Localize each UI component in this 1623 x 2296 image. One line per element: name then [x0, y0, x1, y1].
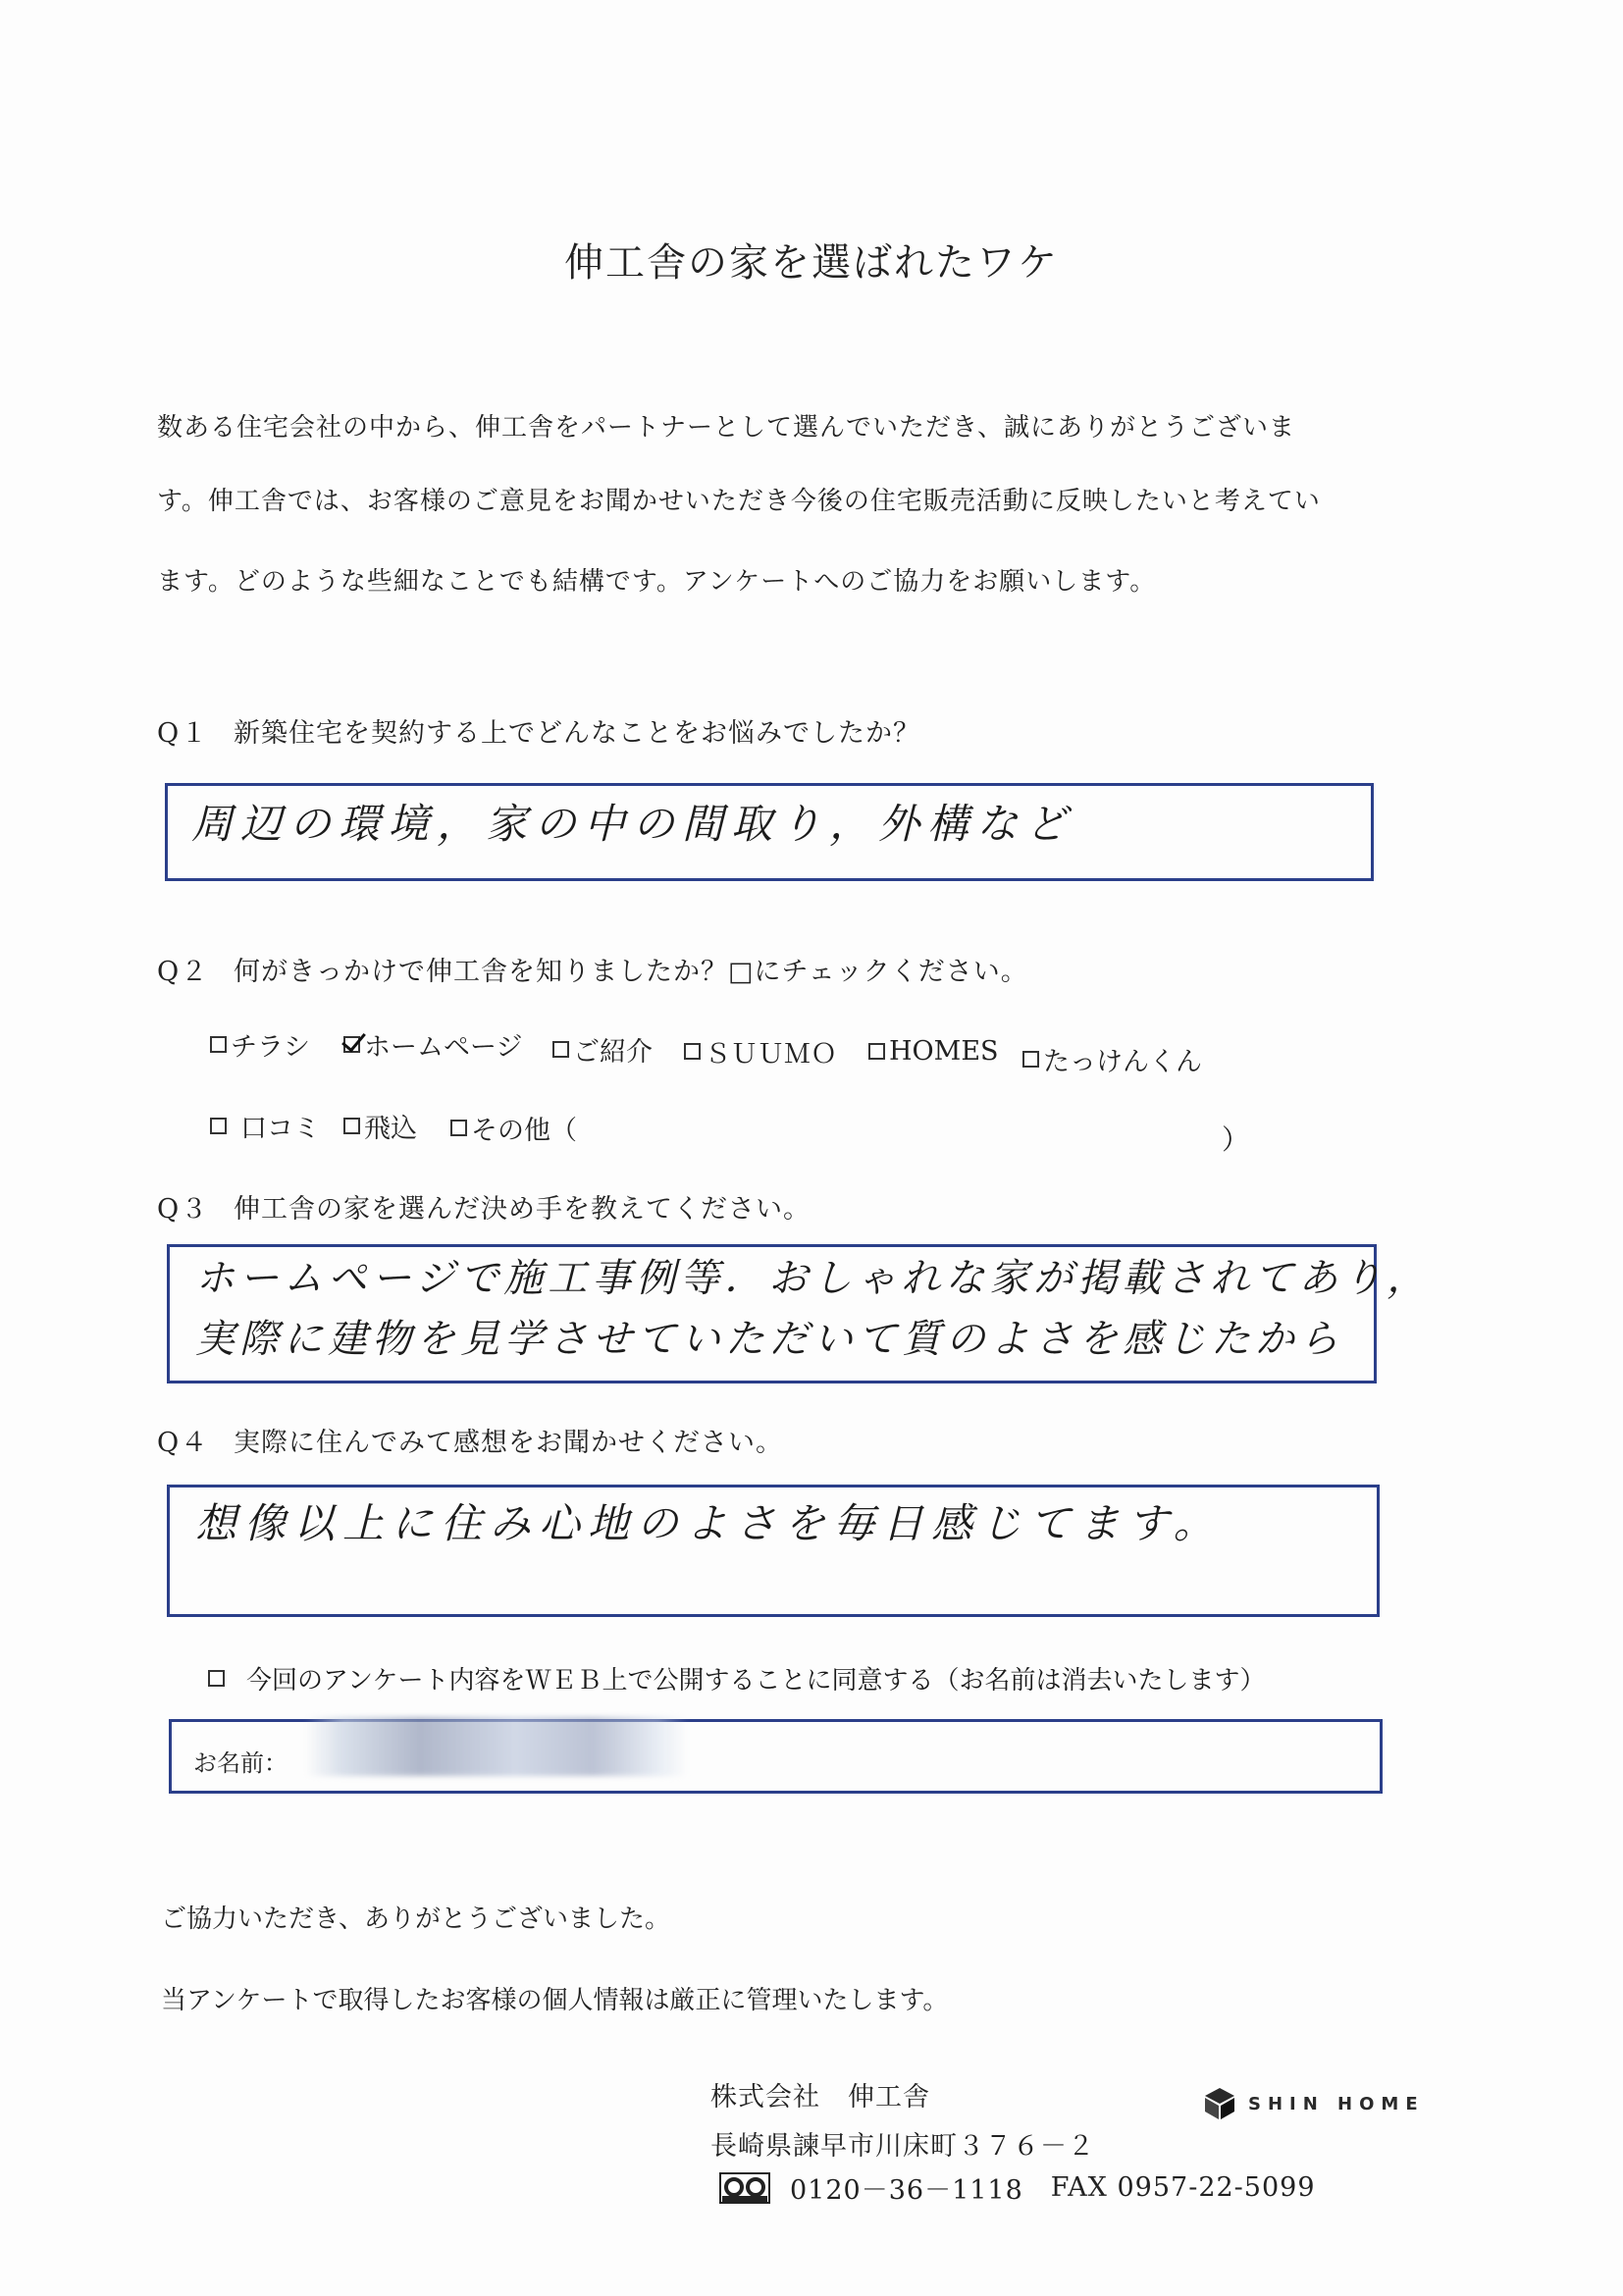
q4-number: Q４	[157, 1428, 210, 1458]
option-flyer[interactable]	[210, 1025, 310, 1064]
option-other[interactable]	[450, 1109, 577, 1147]
intro-line-1: 数ある住宅会社の中から、伸工舎をパートナーとして選んでいただき、誠にありがとうございま	[157, 413, 1295, 443]
intro-line-3: ます。どのような些細なことでも結構です。アンケートへのご協力をお願いします。	[157, 567, 1157, 597]
q1-question: 新築住宅を契約する上でどんなことをお悩みでしたか？	[234, 718, 920, 749]
tel-number: 0120－36－1118	[790, 2175, 1023, 2206]
q3-answer-box[interactable]	[167, 1244, 1432, 1383]
q1-answer-box[interactable]	[165, 783, 1374, 881]
consent-checkbox[interactable]	[208, 1670, 225, 1687]
option-suumo-label: ＳＵＵＭＯ	[705, 1039, 837, 1070]
consent-label: 今回のアンケート内容をＷＥＢ上で公開することに同意する（お名前は消去いたします）	[246, 1666, 1266, 1696]
consent-row[interactable]	[208, 1660, 1265, 1696]
checkbox-referral[interactable]	[552, 1041, 569, 1058]
intro-line-2: す。伸工舎では、お客様のご意見をお聞かせいただき今後の住宅販売活動に反映したいと考えてい	[157, 487, 1321, 516]
q4-answer: 想像以上に住み心地のよさを毎日感じてます。	[195, 1499, 1223, 1547]
q4-answer-box[interactable]	[167, 1485, 1380, 1617]
q1-number: Q１	[157, 718, 210, 749]
checkbox-homes[interactable]	[868, 1043, 885, 1060]
company-address: 長崎県諫早市川床町３７６－２	[710, 2131, 1095, 2162]
option-homes-label: HOMES	[889, 1036, 999, 1067]
option-walk-in-label: 飛込	[364, 1114, 417, 1144]
q1-answer: 周辺の環境，家の中の間取り，外構など	[191, 800, 1075, 848]
checkbox-flyer[interactable]	[210, 1036, 227, 1053]
checkbox-other[interactable]	[450, 1120, 467, 1136]
name-label: お名前：	[193, 1749, 288, 1777]
q3-question: 伸工舎の家を選んだ決め手を教えてください。	[234, 1194, 811, 1225]
q3-answer-line-2: 実際に建物を見学させていただいて質のよさを感じたから	[195, 1317, 1343, 1362]
option-referral-label: ご紹介	[573, 1037, 653, 1068]
fax-number: FAX 0957-22-5099	[1050, 2172, 1316, 2203]
contact-row	[719, 2168, 1316, 2207]
option-word-of-mouth[interactable]	[210, 1107, 320, 1145]
q4-question: 実際に住んでみて感想をお聞かせください。	[234, 1428, 783, 1458]
option-word-of-mouth-label: 口コミ	[240, 1114, 320, 1144]
q3-answer-line-1: ホームページで施工事例等．おしゃれな家が掲載されてあり，	[195, 1256, 1432, 1301]
q3-number: Q３	[157, 1194, 210, 1225]
name-box[interactable]	[169, 1719, 1383, 1794]
checkbox-word-of-mouth[interactable]	[210, 1118, 227, 1134]
q2-question: 何がきっかけで伸工舎を知りましたか？□にチェックください。	[234, 957, 1028, 987]
option-other-close-paren: ）	[1222, 1123, 1250, 1156]
thanks-text: ご協力いただき、ありがとうございました。	[161, 1905, 670, 1934]
checkbox-takkenkun[interactable]	[1022, 1051, 1039, 1068]
cube-logo-icon	[1203, 2086, 1236, 2121]
checkbox-homepage[interactable]	[343, 1036, 360, 1053]
page-title: 伸工舎の家を選ばれたワケ	[564, 240, 1059, 286]
company-logo	[1203, 2086, 1425, 2121]
privacy-text: 当アンケートで取得したお客様の個人情報は厳正に管理いたします。	[161, 1986, 949, 2015]
option-walk-in[interactable]	[343, 1107, 417, 1145]
q2-number: Q２	[157, 957, 210, 987]
redacted-name	[305, 1717, 688, 1776]
checkbox-walk-in[interactable]	[343, 1118, 360, 1134]
option-other-label: その他（	[471, 1116, 577, 1146]
option-flyer-label: チラシ	[231, 1032, 310, 1063]
option-takkenkun-label: たっけんくん	[1043, 1047, 1202, 1077]
checkbox-suumo[interactable]	[684, 1043, 701, 1060]
option-takkenkun[interactable]	[1022, 1040, 1202, 1078]
option-homepage-label: ホームページ	[364, 1032, 523, 1063]
freedial-icon	[719, 2172, 770, 2204]
option-homes[interactable]	[868, 1036, 999, 1067]
logo-text: SHIN HOME	[1248, 2093, 1425, 2114]
option-homepage[interactable]	[343, 1025, 522, 1064]
option-referral[interactable]	[552, 1030, 653, 1069]
option-suumo[interactable]	[684, 1032, 837, 1070]
company-name: 株式会社 伸工舎	[710, 2082, 930, 2113]
